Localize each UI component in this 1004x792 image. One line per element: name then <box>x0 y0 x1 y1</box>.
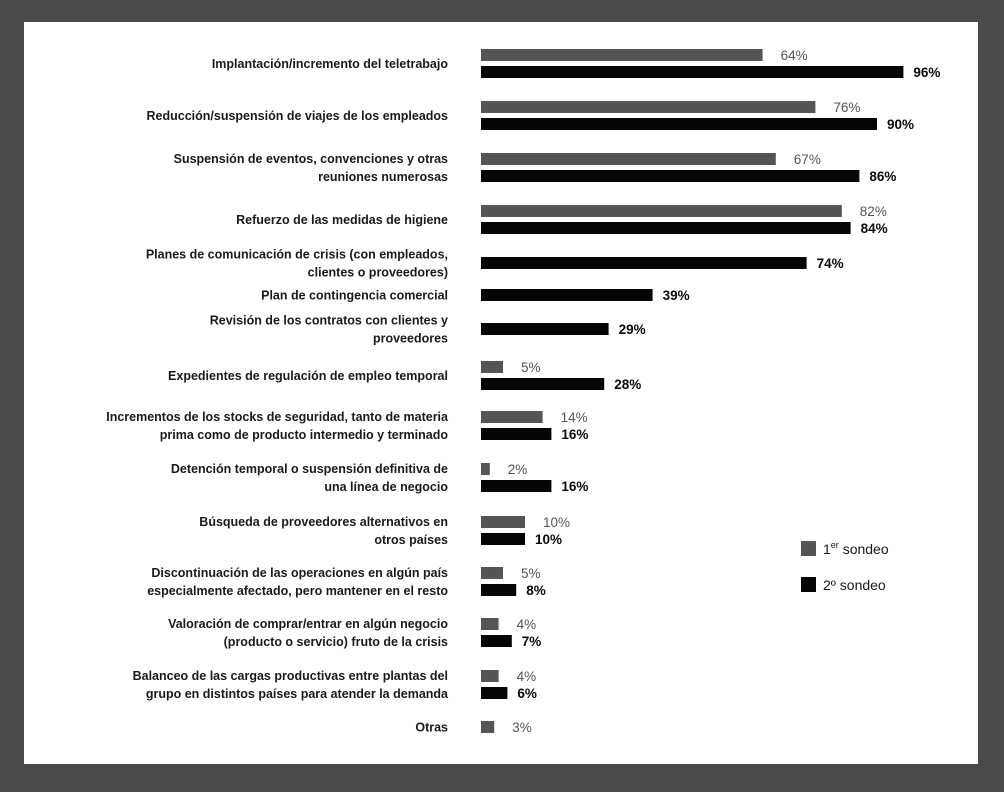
category-label-line: Otras <box>415 720 448 735</box>
bar-1er-sondeo <box>481 618 499 630</box>
category-label-line: grupo en distintos países para atender la demanda <box>145 687 448 701</box>
value-label-2o-sondeo: 90% <box>887 117 915 132</box>
bar-2o-sondeo <box>481 533 525 545</box>
bars <box>481 49 903 733</box>
bar-2o-sondeo <box>481 378 604 390</box>
bar-2o-sondeo <box>481 323 609 335</box>
legend-swatch-1er-sondeo <box>801 541 816 556</box>
bar-2o-sondeo <box>481 257 807 269</box>
value-label-2o-sondeo: 84% <box>860 221 888 236</box>
category-label-line: Discontinuación de las operaciones en algún país <box>151 566 448 580</box>
bar-1er-sondeo <box>481 721 494 733</box>
category-label <box>106 410 449 442</box>
category-label <box>168 369 448 383</box>
bar-1er-sondeo <box>481 101 815 113</box>
value-label-2o-sondeo: 29% <box>618 322 646 337</box>
value-label-1er-sondeo: 82% <box>859 204 887 219</box>
bar-1er-sondeo <box>481 670 499 682</box>
value-label-1er-sondeo: 64% <box>780 48 808 63</box>
value-label-1er-sondeo: 4% <box>516 669 537 684</box>
legend-swatch-2o-sondeo <box>801 577 816 592</box>
value-label-2o-sondeo: 96% <box>913 65 941 80</box>
bar-2o-sondeo <box>481 635 512 647</box>
category-label <box>171 462 448 494</box>
bar-2o-sondeo <box>481 222 851 234</box>
bar-2o-sondeo <box>481 428 551 440</box>
category-label-line: especialmente afectado, pero mantener en el resto <box>147 584 448 598</box>
bar-1er-sondeo <box>481 49 763 61</box>
category-label-line: Detención temporal o suspensión definitiva de <box>170 462 448 476</box>
bar-1er-sondeo <box>481 463 490 475</box>
value-label-2o-sondeo: 8% <box>526 583 546 598</box>
category-label-line: Revisión de los contratos con clientes y <box>209 313 448 328</box>
category-label-line: Suspensión de eventos, convenciones y otras <box>173 152 448 166</box>
bar-1er-sondeo <box>481 153 776 165</box>
category-label <box>210 314 448 346</box>
category-label <box>147 109 449 123</box>
category-label-line: Balanceo de las cargas productivas entre plantas del <box>132 669 448 683</box>
category-label-line: Incrementos de los stocks de seguridad, tanto de materia <box>106 410 448 424</box>
bar-2o-sondeo <box>481 118 877 130</box>
bar-1er-sondeo <box>481 567 503 579</box>
bar-1er-sondeo <box>481 361 503 373</box>
category-label-line: Búsqueda de proveedores alternativos en <box>199 515 448 529</box>
legend-label-2o-sondeo: 2º sondeo <box>823 577 886 593</box>
category-label-line: Valoración de comprar/entrar en algún negocio <box>168 617 448 631</box>
category-label <box>168 617 448 649</box>
category-label-line: Expedientes de regulación de empleo temporal <box>168 369 448 383</box>
value-label-1er-sondeo: 4% <box>516 617 537 632</box>
value-label-2o-sondeo: 28% <box>614 377 642 392</box>
value-label-1er-sondeo: 14% <box>560 410 588 425</box>
category-label-line: Refuerzo de las medidas de higiene <box>236 213 448 227</box>
bar-2o-sondeo <box>481 687 507 699</box>
bar-2o-sondeo <box>481 170 859 182</box>
value-label-2o-sondeo: 39% <box>662 288 690 303</box>
category-label-line: Planes de comunicación de crisis (con empleados, <box>145 247 448 262</box>
value-label-2o-sondeo: 16% <box>561 427 589 442</box>
value-label-2o-sondeo: 74% <box>816 256 844 271</box>
category-label-line: Reducción/suspensión de viajes de los empleados <box>146 109 448 123</box>
value-label-2o-sondeo: 6% <box>517 686 537 701</box>
category-label <box>147 566 448 598</box>
category-label-line: reuniones numerosas <box>318 170 448 184</box>
category-label-line: prima como de producto intermedio y terminado <box>159 428 448 442</box>
bar-chart <box>24 22 978 764</box>
category-labels <box>106 57 449 735</box>
value-label-2o-sondeo: 86% <box>869 169 897 184</box>
legend <box>801 540 889 593</box>
bar-2o-sondeo <box>481 66 903 78</box>
chart-panel <box>24 22 978 764</box>
value-label-2o-sondeo: 16% <box>561 479 589 494</box>
value-label-1er-sondeo: 5% <box>521 566 541 581</box>
value-label-1er-sondeo: 76% <box>833 100 861 115</box>
value-label-1er-sondeo: 67% <box>793 152 821 167</box>
value-label-1er-sondeo: 10% <box>543 515 571 530</box>
category-label-line: Plan de contingencia comercial <box>261 288 448 303</box>
category-label <box>133 669 449 701</box>
category-label <box>415 721 448 735</box>
bar-2o-sondeo <box>481 584 516 596</box>
category-label-line: Implantación/incremento del teletrabajo <box>211 57 448 71</box>
bar-2o-sondeo <box>481 289 653 301</box>
bar-2o-sondeo <box>481 480 551 492</box>
legend-label-1er-sondeo: 1er sondeo <box>823 540 889 557</box>
bar-1er-sondeo <box>481 205 842 217</box>
value-labels <box>508 48 941 735</box>
value-label-2o-sondeo: 7% <box>521 634 542 649</box>
value-label-1er-sondeo: 3% <box>512 720 532 735</box>
category-label <box>236 213 448 227</box>
bar-1er-sondeo <box>481 516 525 528</box>
category-label-line: otros países <box>374 533 448 547</box>
category-label-line: proveedores <box>372 331 448 346</box>
category-label <box>261 289 448 303</box>
value-label-1er-sondeo: 5% <box>521 360 541 375</box>
bar-1er-sondeo <box>481 411 543 423</box>
category-label-line: una línea de negocio <box>324 480 448 494</box>
category-label <box>212 57 449 71</box>
category-label <box>146 248 448 280</box>
category-label <box>199 515 448 547</box>
category-label-line: (producto o servicio) fruto de la crisis <box>223 635 448 649</box>
category-label-line: clientes o proveedores) <box>307 265 448 280</box>
category-label <box>174 152 448 184</box>
value-label-2o-sondeo: 10% <box>535 532 563 547</box>
value-label-1er-sondeo: 2% <box>507 462 528 477</box>
